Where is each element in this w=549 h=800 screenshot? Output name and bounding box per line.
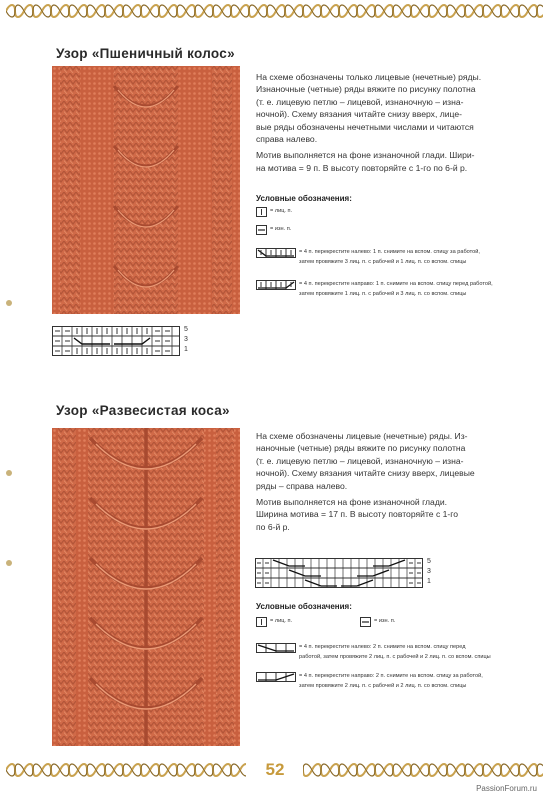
legend-text: = изн. п. [270, 226, 292, 232]
pattern2-knitting-chart [255, 558, 423, 588]
legend-item-cable-left [256, 643, 541, 667]
legend-item-cable-left [256, 248, 536, 272]
legend-item-cable-right [256, 280, 536, 304]
motif-line: Мотив выполняется на фоне изнаночной глади. Шири- [256, 150, 475, 161]
cable-left-symbol-icon [256, 643, 296, 653]
legend-text: = изн. п. [374, 618, 396, 624]
desc-line: (т. е. лицевую петлю – лицевой, изнаночную – изна- [256, 96, 464, 107]
cable-right-symbol-icon [256, 280, 296, 290]
motif-line: Ширина мотива = 17 п. В высоту повторяйте с 1-го [256, 509, 459, 520]
top-ornament-border [6, 0, 543, 22]
legend-item-purl [256, 225, 526, 237]
purl-symbol-icon [256, 225, 267, 235]
pattern2-description [256, 430, 526, 533]
row-number: 5 [427, 558, 431, 565]
desc-line: ночной). Схему вязания читайте снизу вверх, лице- [256, 109, 463, 120]
legend-text: = 4 п. перекрестите налево: 2 п. снимите на вспом. спицу перед [299, 644, 466, 650]
row-number: 1 [427, 578, 431, 585]
pattern1-photo [52, 66, 240, 314]
desc-line: наночные (четные) ряды вяжите по рисунку полотна [256, 443, 466, 454]
side-ornament-dot [6, 470, 12, 476]
legend-text: = лиц. п. [270, 208, 293, 214]
side-ornament-dot [6, 560, 12, 566]
legend-item-knit [256, 617, 356, 629]
legend-text: затем провяжите 3 лиц. п. с рабочей и 1 лиц. п. со вспом. спицы [299, 259, 467, 265]
desc-line: вые ряды обозначены нечетными числами и читаются [256, 121, 474, 132]
wheat-ear-knit-swatch [52, 66, 240, 314]
row-number: 3 [184, 336, 188, 343]
motif-line: по 6-й р. [256, 521, 290, 532]
cable-right-symbol-icon [256, 672, 296, 682]
knit-symbol-icon [256, 207, 267, 217]
desc-line: (т. е. лицевую петлю – лицевой, изнаночную – изна- [256, 455, 464, 466]
knit-symbol-icon [256, 617, 267, 627]
pattern2-photo [52, 428, 240, 746]
row-number: 3 [427, 568, 431, 575]
desc-line: На схеме обозначены только лицевые (нечетные) ряды. [256, 72, 482, 82]
row-number: 1 [184, 346, 188, 353]
spreading-braid-knit-swatch [52, 428, 240, 746]
pattern1-knitting-chart [52, 326, 180, 356]
page-number: 52 [265, 760, 285, 779]
legend-item-purl [360, 617, 460, 629]
legend-text: = лиц. п. [270, 618, 293, 624]
cable-left-symbol-icon [256, 248, 296, 258]
desc-line: ночной). Схему вязания читайте снизу вверх, лицевые [256, 468, 475, 479]
row-number: 5 [184, 326, 188, 333]
desc-line: ряды – справа налево. [256, 480, 348, 491]
purl-symbol-icon [360, 617, 371, 627]
watermark: PassionForum.ru [476, 784, 537, 793]
motif-line: на мотива = 9 п. В высоту повторяйте с 1-го по 6-й р. [256, 162, 468, 173]
pattern1-title: Узор «Пшеничный колос» [56, 46, 235, 61]
legend-text: = 4 п. перекрестите направо: 1 п. снимите на вспом. спицу перед работой, [299, 281, 493, 287]
legend-item-cable-right [256, 672, 541, 696]
legend-text: затем провяжите 2 лиц. п. с рабочей и 2 лиц. п. со вспом. спицы [299, 683, 467, 689]
motif-line: Мотив выполняется на фоне изнаночной глади. [256, 497, 448, 508]
pattern2-title: Узор «Развесистая коса» [56, 403, 230, 418]
legend-text: = 4 п. перекрестите направо: 2 п. снимите на вспом. спицу за работой, [299, 673, 483, 679]
pattern1-legend-title: Условные обозначения: [256, 194, 352, 203]
desc-line: Изнаночные (четные) ряды вяжите по рисунку полотна [256, 84, 476, 95]
pattern1-description [256, 71, 526, 174]
legend-text: работой, затем провяжите 2 лиц. п. с рабочей и 2 лиц. п. со вспом. спицы [299, 654, 491, 660]
legend-text: затем провяжите 1 лиц. п. с рабочей и 3 лиц. п. со вспом. спицы [299, 291, 467, 297]
legend-item-knit [256, 207, 526, 219]
side-ornament-dot [6, 300, 12, 306]
desc-line: На схеме обозначены лицевые (нечетные) ряды. Из- [256, 431, 468, 441]
legend-text: = 4 п. перекрестите налево: 1 п. снимите на вспом. спицу за работой, [299, 249, 480, 255]
desc-line: справа налево. [256, 134, 318, 145]
pattern2-legend-title: Условные обозначения: [256, 602, 352, 611]
